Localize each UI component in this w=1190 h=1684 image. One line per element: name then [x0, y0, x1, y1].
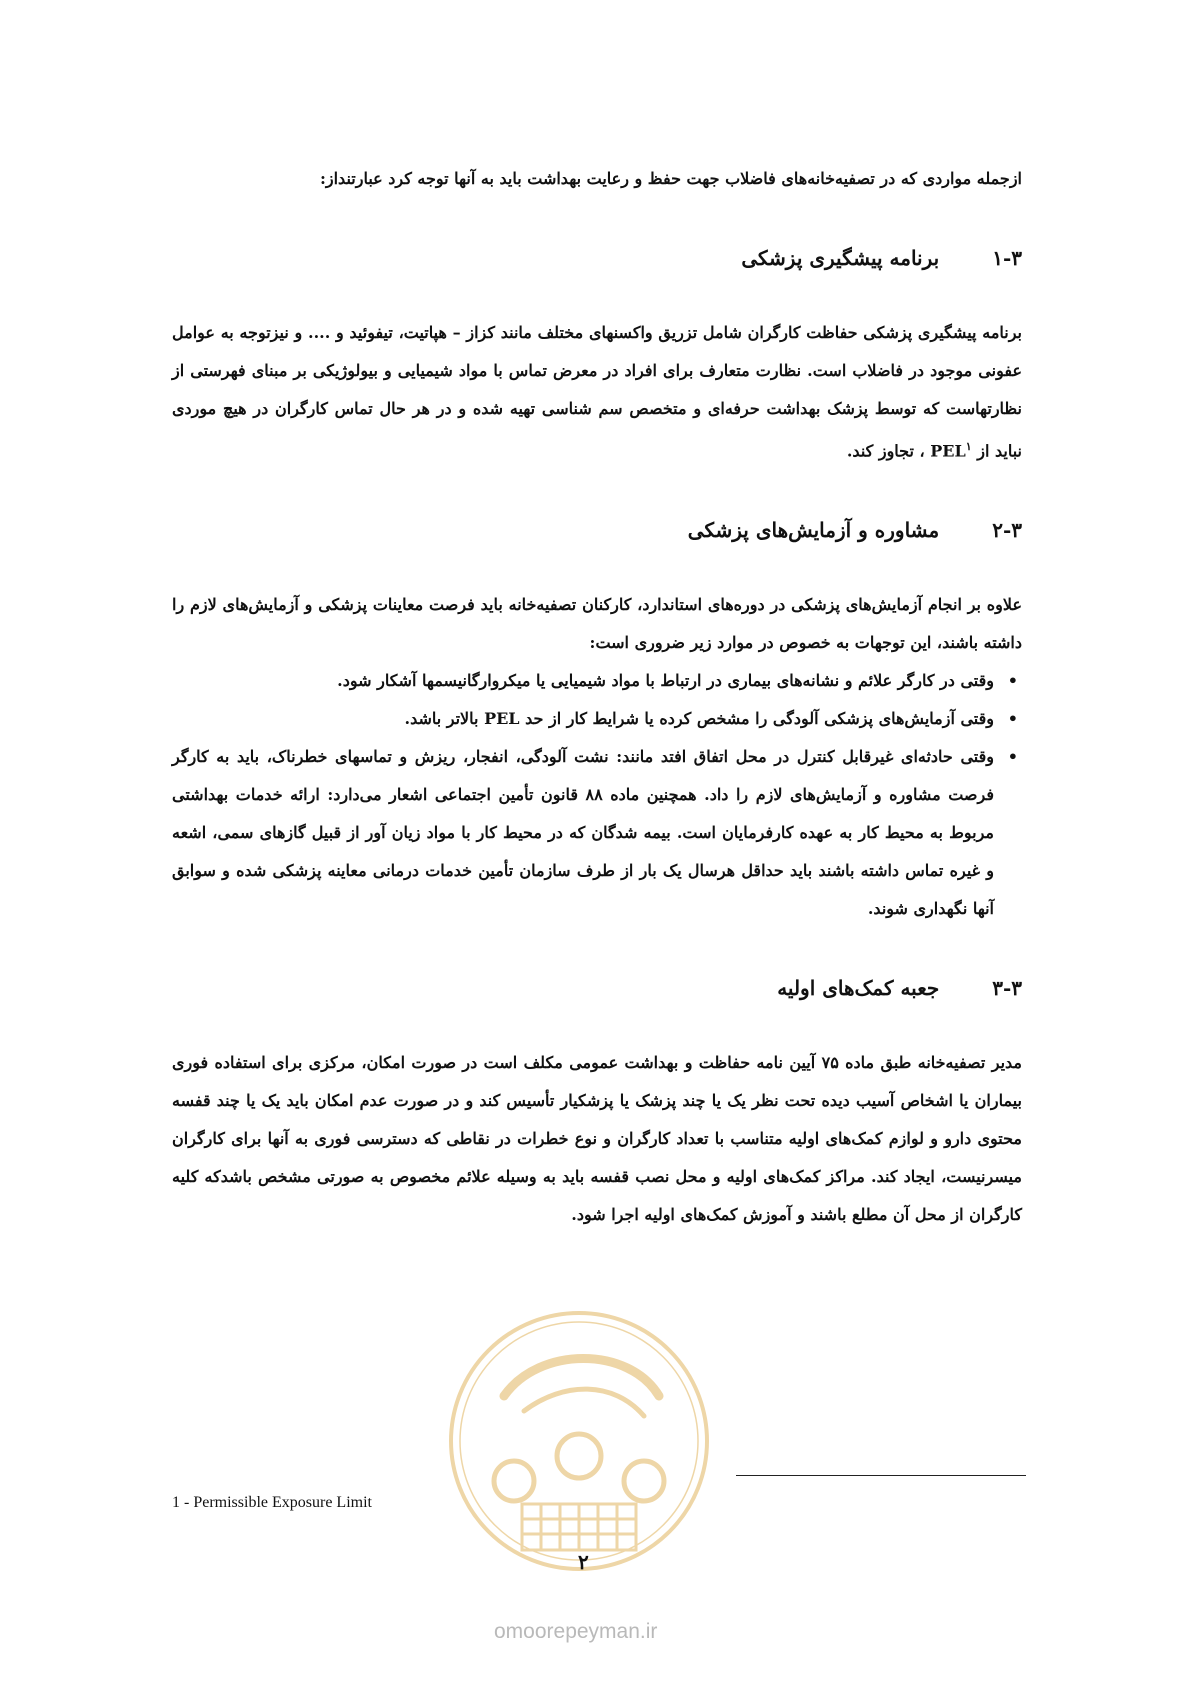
footnote-text: 1 - Permissible Exposure Limit [172, 1494, 372, 1511]
page-number: ۲ [578, 1550, 589, 1574]
section-3-paragraph: مدیر تصفیه‌خانه طبق ماده ۷۵ آیین نامه حفاظت و بهداشت عمومی مکلف است در صورت امکان، مرکزی برای استفاده فوری بیماران یا اشخاص آسیب دیده تحت نظر یک یا چند پزشک یا پزشکیار تأسیس کند و در صورت عدم امکان باید یک یا چند قفسه محتوی دارو و لوازم کمک‌های اولیه متناسب با تعداد کارگران و نوع خطرات در نقاطی که دسترسی فوری به آنها برای کارگران میسرنیست، ایجاد کند. مراکز کمک‌های اولیه و محل نصب قفسه باید به وسیله علائم مخصوص به صورتی مشخص باشدکه کلیه کارگران از محل آن مطلع باشند و آموزش کمک‌های اولیه اجرا شود. [172, 1053, 1023, 1225]
page-content [172, 160, 1022, 1274]
footnote-reference[interactable]: ۱ [965, 440, 972, 453]
bullet-item: • وقتی آزمایش‌های پزشکی آلودگی را مشخص کرده یا شرایط کار از حد PEL بالاتر باشد. [172, 700, 994, 738]
footnote-divider [736, 1475, 1026, 1476]
watermark-site-text: omoorepeyman.ir [494, 1620, 658, 1643]
section-1-paragraph [172, 314, 1022, 470]
section-number: ۳-۳ [992, 976, 1022, 1001]
bullet-item: • وقتی در کارگر علائم و نشانه‌های بیماری در ارتباط با مواد شیمیایی یا میکروارگانیسمها آشکار شود. [172, 662, 994, 700]
section-number: ۲-۳ [992, 518, 1022, 543]
section-1-text: برنامه پیشگیری پزشکی حفاظت کارگران شامل تزریق واکسنهای مختلف مانند کزاز – هپاتیت، تیفوئید و .... و نیزتوجه به عوامل عفونی موجود در فاضلاب است. نظارت متعارف برای افراد در معرض تماس با مواد شیمیایی و بیولوژیکی بر مبنای فهرستی از نظارتهاست که توسط پزشک بهداشت حرفه‌ای و متخصص سم شناسی تهیه شده و در هر حال تماس کارگران در هیچ موردی نباید از PEL [172, 323, 1022, 461]
section-2-paragraph: علاوه بر انجام آزمایش‌های پزشکی در دوره‌های استاندارد، کارکنان تصفیه‌خانه باید فرصت معاینات پزشکی و آزمایش‌های لازم را داشته باشند، این توجهات به خصوص در موارد زیر ضروری است: [172, 595, 1022, 653]
section-heading-2 [172, 510, 1022, 550]
intro-paragraph: ازجمله مواردی که در تصفیه‌خانه‌های فاضلاب جهت حفظ و رعایت بهداشت باید به آنها توجه کرد عبارتنداز: [319, 169, 1022, 188]
section-1-text-end: ، تجاوز کند. [846, 441, 931, 461]
section-title: برنامه پیشگیری پزشکی [741, 246, 940, 270]
section-heading-3 [172, 968, 1022, 1008]
section-heading-1 [172, 238, 1022, 278]
section-title: مشاوره و آزمایش‌های پزشکی [687, 518, 940, 543]
section-title: جعبه کمک‌های اولیه [777, 976, 940, 1001]
section-number: ۱-۳ [992, 246, 1022, 270]
bullet-list [172, 662, 1022, 928]
bullet-item: • وقتی حادثه‌ای غیرقابل کنترل در محل اتفاق افتد مانند: نشت آلودگی، انفجار، ریزش و تماسهای خطرناک، باید به کارگر فرصت مشاوره و آزمایش‌های لازم را داد. همچنین ماده ۸۸ قانون تأمین اجتماعی اشعار می‌دارد: ارائه خدمات بهداشتی مربوط به محیط کار به عهده کارفرمایان است. بیمه شدگان که در محیط کار با مواد زیان آور از قبیل گازهای سمی، اشعه و غیره تماس داشته باشند باید حداقل هرسال یک بار از طرف سازمان تأمین خدمات درمانی معاینه پزشکی شده و سوابق آنها نگهداری شوند. [172, 738, 994, 928]
watermark-logo-icon [444, 1306, 714, 1576]
